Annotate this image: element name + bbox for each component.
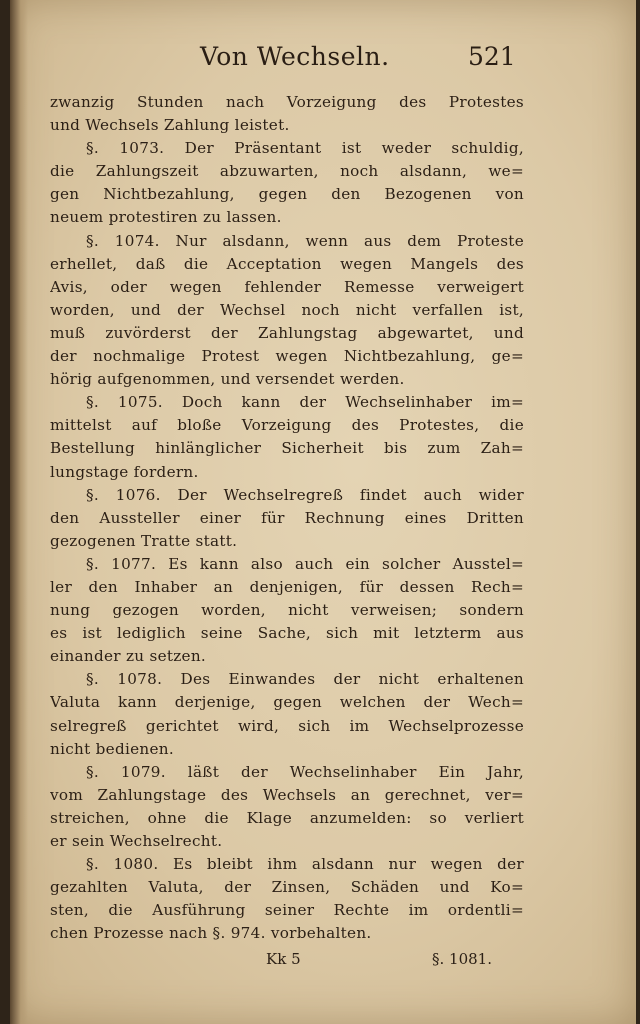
text-line: nung gezogen worden, nicht verweisen; sondern	[50, 601, 524, 620]
text-line: §. 1074. Nur alsdann, wenn aus dem Proteste	[86, 231, 524, 250]
text-line: neuem protestiren zu lassen.	[50, 208, 282, 227]
catchword: §. 1081.	[432, 950, 492, 968]
page-header	[10, 40, 636, 80]
text-line: erhellet, daß die Acceptation wegen Mangels des	[50, 254, 524, 273]
text-line: §. 1077. Es kann also auch ein solcher Ausstel=	[86, 554, 524, 573]
text-line: §. 1075. Doch kann der Wechselinhaber im=	[86, 393, 524, 412]
text-line: nicht bedienen.	[50, 739, 175, 758]
text-line: gezahlten Valuta, der Zinsen, Schäden und Ko=	[50, 878, 524, 897]
text-line: lungstage fordern.	[50, 462, 199, 481]
text-line: es ist lediglich seine Sache, sich mit letzterm aus	[50, 624, 524, 643]
text-line: §. 1079. läßt der Wechselinhaber Ein Jahr,	[86, 762, 524, 781]
text-line: gen Nichtbezahlung, gegen den Bezogenen von	[50, 185, 524, 204]
text-line: muß zuvörderst der Zahlungstag abgewartet, und	[50, 323, 524, 342]
page-number: 521	[468, 42, 516, 71]
text-line: Valuta kann derjenige, gegen welchen der Wech=	[50, 693, 524, 712]
text-line: selregreß gerichtet wird, sich im Wechselprozesse	[50, 716, 524, 735]
body-text	[50, 91, 524, 945]
text-line: ler den Inhaber an denjenigen, für dessen Rech=	[50, 577, 524, 596]
text-line: Bestellung hinlänglicher Sicherheit bis zum Zah=	[50, 439, 524, 458]
text-line: §. 1078. Des Einwandes der nicht erhaltenen	[86, 670, 524, 689]
text-line: und Wechsels Zahlung leistet.	[50, 116, 290, 135]
page-footer	[10, 950, 636, 980]
text-line: er sein Wechselrecht.	[50, 832, 223, 850]
running-head: Von Wechseln.	[200, 42, 390, 71]
text-line: streichen, ohne die Klage anzumelden: so verliert	[50, 808, 524, 827]
text-line: §. 1076. Der Wechselregreß findet auch wider	[86, 485, 524, 504]
signature-mark: Kk 5	[266, 950, 301, 968]
text-line: die Zahlungszeit abzuwarten, noch alsdann, we=	[50, 162, 524, 181]
text-line: sten, die Ausführung seiner Rechte im ordentli=	[50, 901, 524, 920]
text-line: chen Prozesse nach §. 974. vorbehalten.	[50, 924, 372, 943]
text-line: worden, und der Wechsel noch nicht verfallen ist,	[50, 300, 524, 319]
text-line: zwanzig Stunden nach Vorzeigung des Protestes	[50, 93, 524, 111]
text-line: einander zu setzen.	[50, 647, 207, 666]
binding-shadow	[10, 0, 28, 1024]
text-line: vom Zahlungstage des Wechsels an gerechnet, ver=	[50, 785, 524, 804]
book-page	[10, 0, 636, 1024]
text-line: §. 1080. Es bleibt ihm alsdann nur wegen der	[86, 855, 524, 874]
text-line: Avis, oder wegen fehlender Remesse verweigert	[50, 277, 524, 296]
text-line: der nochmalige Protest wegen Nichtbezahlung, ge=	[50, 347, 524, 366]
text-line: hörig aufgenommen, und versendet werden.	[50, 370, 405, 389]
text-line: den Aussteller einer für Rechnung eines Dritten	[50, 508, 524, 527]
text-line: mittelst auf bloße Vorzeigung des Protestes, die	[50, 416, 524, 435]
text-line: §. 1073. Der Präsentant ist weder schuldig,	[86, 139, 524, 158]
text-line: gezogenen Tratte statt.	[50, 531, 238, 550]
